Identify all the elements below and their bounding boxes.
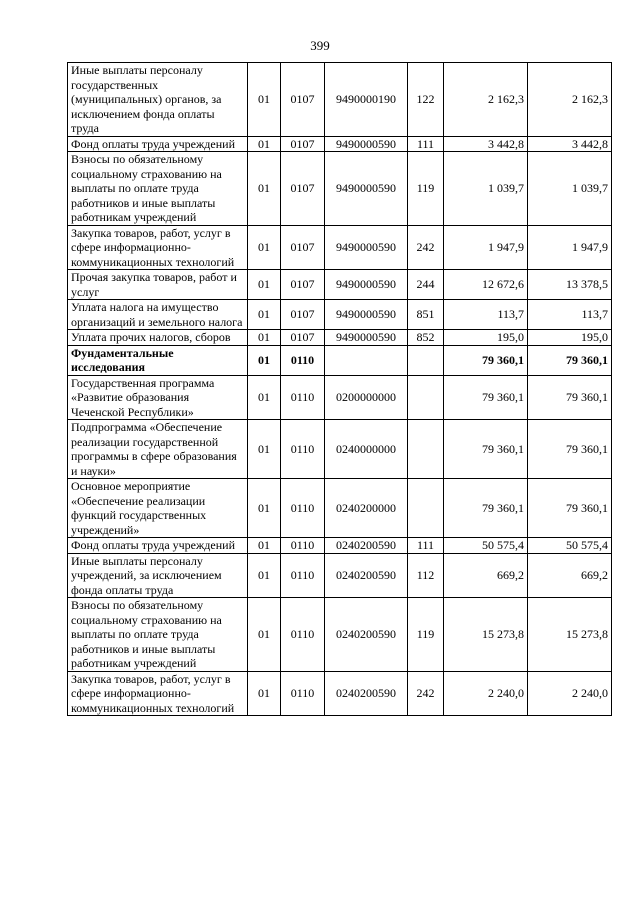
row-target-article-code: 9490000590 — [325, 330, 408, 346]
row-amount-1: 195,0 — [444, 330, 528, 346]
table-row — [68, 538, 612, 554]
row-expense-type-code — [408, 420, 444, 479]
row-name: Уплата прочих налогов, сборов — [68, 330, 248, 346]
row-subsection-code: 0110 — [281, 345, 325, 375]
row-section-code: 01 — [248, 553, 281, 598]
row-expense-type-code — [408, 345, 444, 375]
row-target-article-code — [325, 345, 408, 375]
table-row — [68, 63, 612, 137]
row-amount-2: 79 360,1 — [528, 345, 612, 375]
row-expense-type-code: 852 — [408, 330, 444, 346]
row-target-article-code: 9490000590 — [325, 225, 408, 270]
row-name: Иные выплаты персоналу учреждений, за исключением фонда оплаты труда — [68, 553, 248, 598]
row-expense-type-code: 119 — [408, 598, 444, 672]
row-section-code: 01 — [248, 479, 281, 538]
row-target-article-code: 0240000000 — [325, 420, 408, 479]
budget-table — [67, 62, 612, 716]
row-subsection-code: 0107 — [281, 63, 325, 137]
table-row — [68, 553, 612, 598]
row-section-code: 01 — [248, 598, 281, 672]
page-number: 399 — [310, 38, 330, 53]
row-amount-1: 79 360,1 — [444, 345, 528, 375]
row-expense-type-code: 851 — [408, 300, 444, 330]
row-name: Основное мероприятие «Обеспечение реализации функций государственных учреждений» — [68, 479, 248, 538]
row-name: Прочая закупка товаров, работ и услуг — [68, 270, 248, 300]
row-name: Взносы по обязательному социальному страхованию на выплаты по оплате труда работников и иные выплаты работникам учреждений — [68, 152, 248, 226]
row-name: Закупка товаров, работ, услуг в сфере информационно-коммуникационных технологий — [68, 225, 248, 270]
table-row — [68, 330, 612, 346]
row-section-code: 01 — [248, 375, 281, 420]
row-expense-type-code — [408, 375, 444, 420]
row-amount-1: 79 360,1 — [444, 420, 528, 479]
row-amount-1: 15 273,8 — [444, 598, 528, 672]
row-name: Фонд оплаты труда учреждений — [68, 538, 248, 554]
row-name: Государственная программа «Развитие образования Чеченской Республики» — [68, 375, 248, 420]
row-expense-type-code: 119 — [408, 152, 444, 226]
row-expense-type-code: 122 — [408, 63, 444, 137]
row-section-code: 01 — [248, 63, 281, 137]
table-row — [68, 479, 612, 538]
row-amount-2: 113,7 — [528, 300, 612, 330]
row-expense-type-code: 242 — [408, 671, 444, 716]
row-target-article-code: 0200000000 — [325, 375, 408, 420]
row-subsection-code: 0110 — [281, 420, 325, 479]
row-amount-1: 79 360,1 — [444, 375, 528, 420]
row-section-code: 01 — [248, 300, 281, 330]
table-row — [68, 420, 612, 479]
row-amount-1: 50 575,4 — [444, 538, 528, 554]
row-expense-type-code: 111 — [408, 136, 444, 152]
table-row — [68, 225, 612, 270]
row-target-article-code: 9490000190 — [325, 63, 408, 137]
row-section-code: 01 — [248, 330, 281, 346]
row-subsection-code: 0107 — [281, 330, 325, 346]
row-expense-type-code: 112 — [408, 553, 444, 598]
row-amount-2: 1 039,7 — [528, 152, 612, 226]
row-amount-1: 3 442,8 — [444, 136, 528, 152]
row-subsection-code: 0110 — [281, 479, 325, 538]
row-amount-2: 79 360,1 — [528, 375, 612, 420]
row-target-article-code: 0240200590 — [325, 598, 408, 672]
table-row — [68, 671, 612, 716]
row-name: Иные выплаты персоналу государственных (муниципальных) органов, за исключением фонда оплаты труда — [68, 63, 248, 137]
table-row — [68, 345, 612, 375]
row-amount-1: 669,2 — [444, 553, 528, 598]
row-amount-2: 669,2 — [528, 553, 612, 598]
row-name: Фундаментальные исследования — [68, 345, 248, 375]
row-name: Уплата налога на имущество организаций и земельного налога — [68, 300, 248, 330]
row-section-code: 01 — [248, 345, 281, 375]
row-amount-2: 1 947,9 — [528, 225, 612, 270]
row-amount-1: 1 039,7 — [444, 152, 528, 226]
row-subsection-code: 0110 — [281, 598, 325, 672]
table-row — [68, 300, 612, 330]
table-row — [68, 152, 612, 226]
row-section-code: 01 — [248, 420, 281, 479]
row-section-code: 01 — [248, 538, 281, 554]
table-row — [68, 270, 612, 300]
table-row — [68, 136, 612, 152]
row-amount-2: 79 360,1 — [528, 420, 612, 479]
row-section-code: 01 — [248, 270, 281, 300]
row-subsection-code: 0107 — [281, 300, 325, 330]
table-row — [68, 598, 612, 672]
row-amount-2: 2 162,3 — [528, 63, 612, 137]
row-amount-2: 2 240,0 — [528, 671, 612, 716]
row-subsection-code: 0107 — [281, 270, 325, 300]
row-target-article-code: 0240200000 — [325, 479, 408, 538]
row-subsection-code: 0110 — [281, 375, 325, 420]
row-amount-1: 1 947,9 — [444, 225, 528, 270]
row-subsection-code: 0110 — [281, 538, 325, 554]
row-section-code: 01 — [248, 152, 281, 226]
row-amount-1: 12 672,6 — [444, 270, 528, 300]
row-name: Фонд оплаты труда учреждений — [68, 136, 248, 152]
row-amount-1: 2 162,3 — [444, 63, 528, 137]
row-expense-type-code — [408, 479, 444, 538]
row-target-article-code: 0240200590 — [325, 538, 408, 554]
row-subsection-code: 0107 — [281, 225, 325, 270]
row-target-article-code: 9490000590 — [325, 300, 408, 330]
row-section-code: 01 — [248, 671, 281, 716]
row-name: Подпрограмма «Обеспечение реализации государственной программы в сфере образования и науки» — [68, 420, 248, 479]
row-target-article-code: 0240200590 — [325, 553, 408, 598]
row-name: Взносы по обязательному социальному страхованию на выплаты по оплате труда работников и иные выплаты работникам учреждений — [68, 598, 248, 672]
row-section-code: 01 — [248, 136, 281, 152]
row-amount-2: 195,0 — [528, 330, 612, 346]
row-amount-1: 79 360,1 — [444, 479, 528, 538]
row-amount-2: 15 273,8 — [528, 598, 612, 672]
row-subsection-code: 0107 — [281, 136, 325, 152]
row-target-article-code: 9490000590 — [325, 136, 408, 152]
row-expense-type-code: 242 — [408, 225, 444, 270]
row-amount-2: 3 442,8 — [528, 136, 612, 152]
row-amount-2: 79 360,1 — [528, 479, 612, 538]
row-subsection-code: 0110 — [281, 553, 325, 598]
row-amount-2: 13 378,5 — [528, 270, 612, 300]
row-target-article-code: 9490000590 — [325, 152, 408, 226]
row-subsection-code: 0107 — [281, 152, 325, 226]
row-amount-1: 113,7 — [444, 300, 528, 330]
table-row — [68, 375, 612, 420]
row-expense-type-code: 111 — [408, 538, 444, 554]
row-subsection-code: 0110 — [281, 671, 325, 716]
row-section-code: 01 — [248, 225, 281, 270]
row-amount-2: 50 575,4 — [528, 538, 612, 554]
row-expense-type-code: 244 — [408, 270, 444, 300]
row-target-article-code: 9490000590 — [325, 270, 408, 300]
row-amount-1: 2 240,0 — [444, 671, 528, 716]
row-name: Закупка товаров, работ, услуг в сфере информационно-коммуникационных технологий — [68, 671, 248, 716]
row-target-article-code: 0240200590 — [325, 671, 408, 716]
budget-table-body — [68, 63, 612, 716]
